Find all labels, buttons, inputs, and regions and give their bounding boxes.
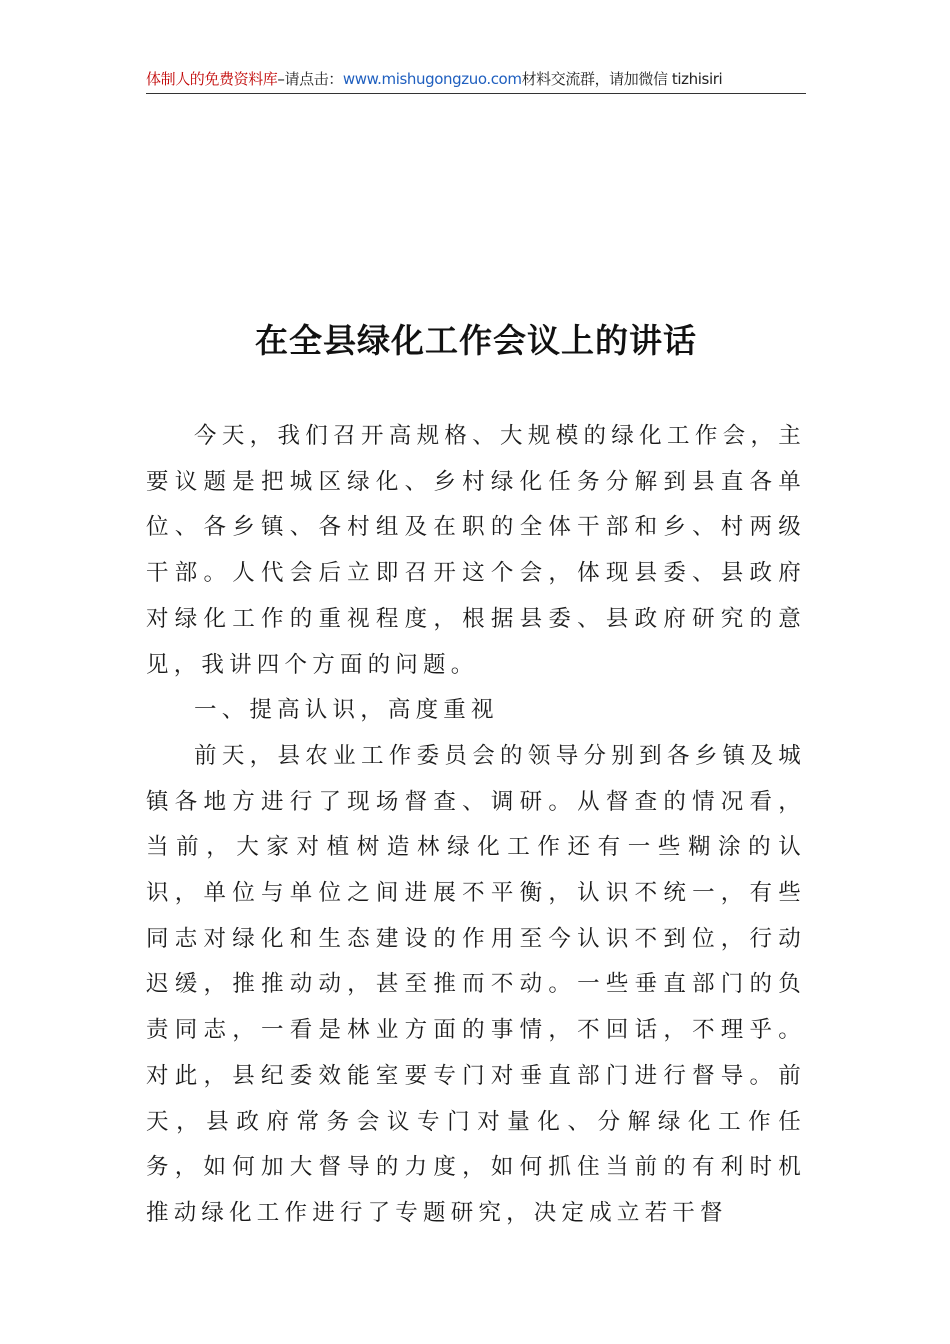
- header-divider: [146, 93, 806, 94]
- header-contact: 材料交流群，请加微信 tizhisiri: [521, 70, 723, 88]
- page-header: [146, 66, 806, 92]
- header-brand: 体制人的免费资料库: [146, 70, 278, 88]
- paragraph-intro: 今天，我们召开高规格、大规模的绿化工作会，主要议题是把城区绿化、乡村绿化任务分解到县直各单位、各乡镇、各村组及在职的全体干部和乡、村两级干部。人代会后立即召开这个会，体现县委、县政府对绿化工作的重视程度，根据县委、县政府研究的意见，我讲四个方面的问题。: [146, 423, 806, 678]
- header-link[interactable]: www.mishugongzuo.com: [342, 70, 522, 88]
- document-body: [146, 414, 806, 1237]
- paragraph-section-1: 前天，县农业工作委员会的领导分别到各乡镇及城镇各地方进行了现场督查、调研。从督查的情况看，当前，大家对植树造林绿化工作还有一些糊涂的认识，单位与单位之间进展不平衡，认识不统一，有些同志对绿化和生态建设的作用至今认识不到位，行动迟缓，推推动动，甚至推而不动。一些垂直部门的负责同志，一看是林业方面的事情，不回话，不理乎。对此，县纪委效能室要专门对垂直部门进行督导。前天，县政府常务会议专门对量化、分解绿化工作任务，如何加大督导的力度，如何抓住当前的有利时机推动绿化工作进行了专题研究，决定成立若干督: [146, 742, 806, 1226]
- header-prompt: –请点击：: [277, 70, 343, 88]
- document-title: 在全县绿化工作会议上的讲话: [255, 321, 697, 360]
- section-heading-1: 一、提高认识，高度重视: [194, 697, 499, 724]
